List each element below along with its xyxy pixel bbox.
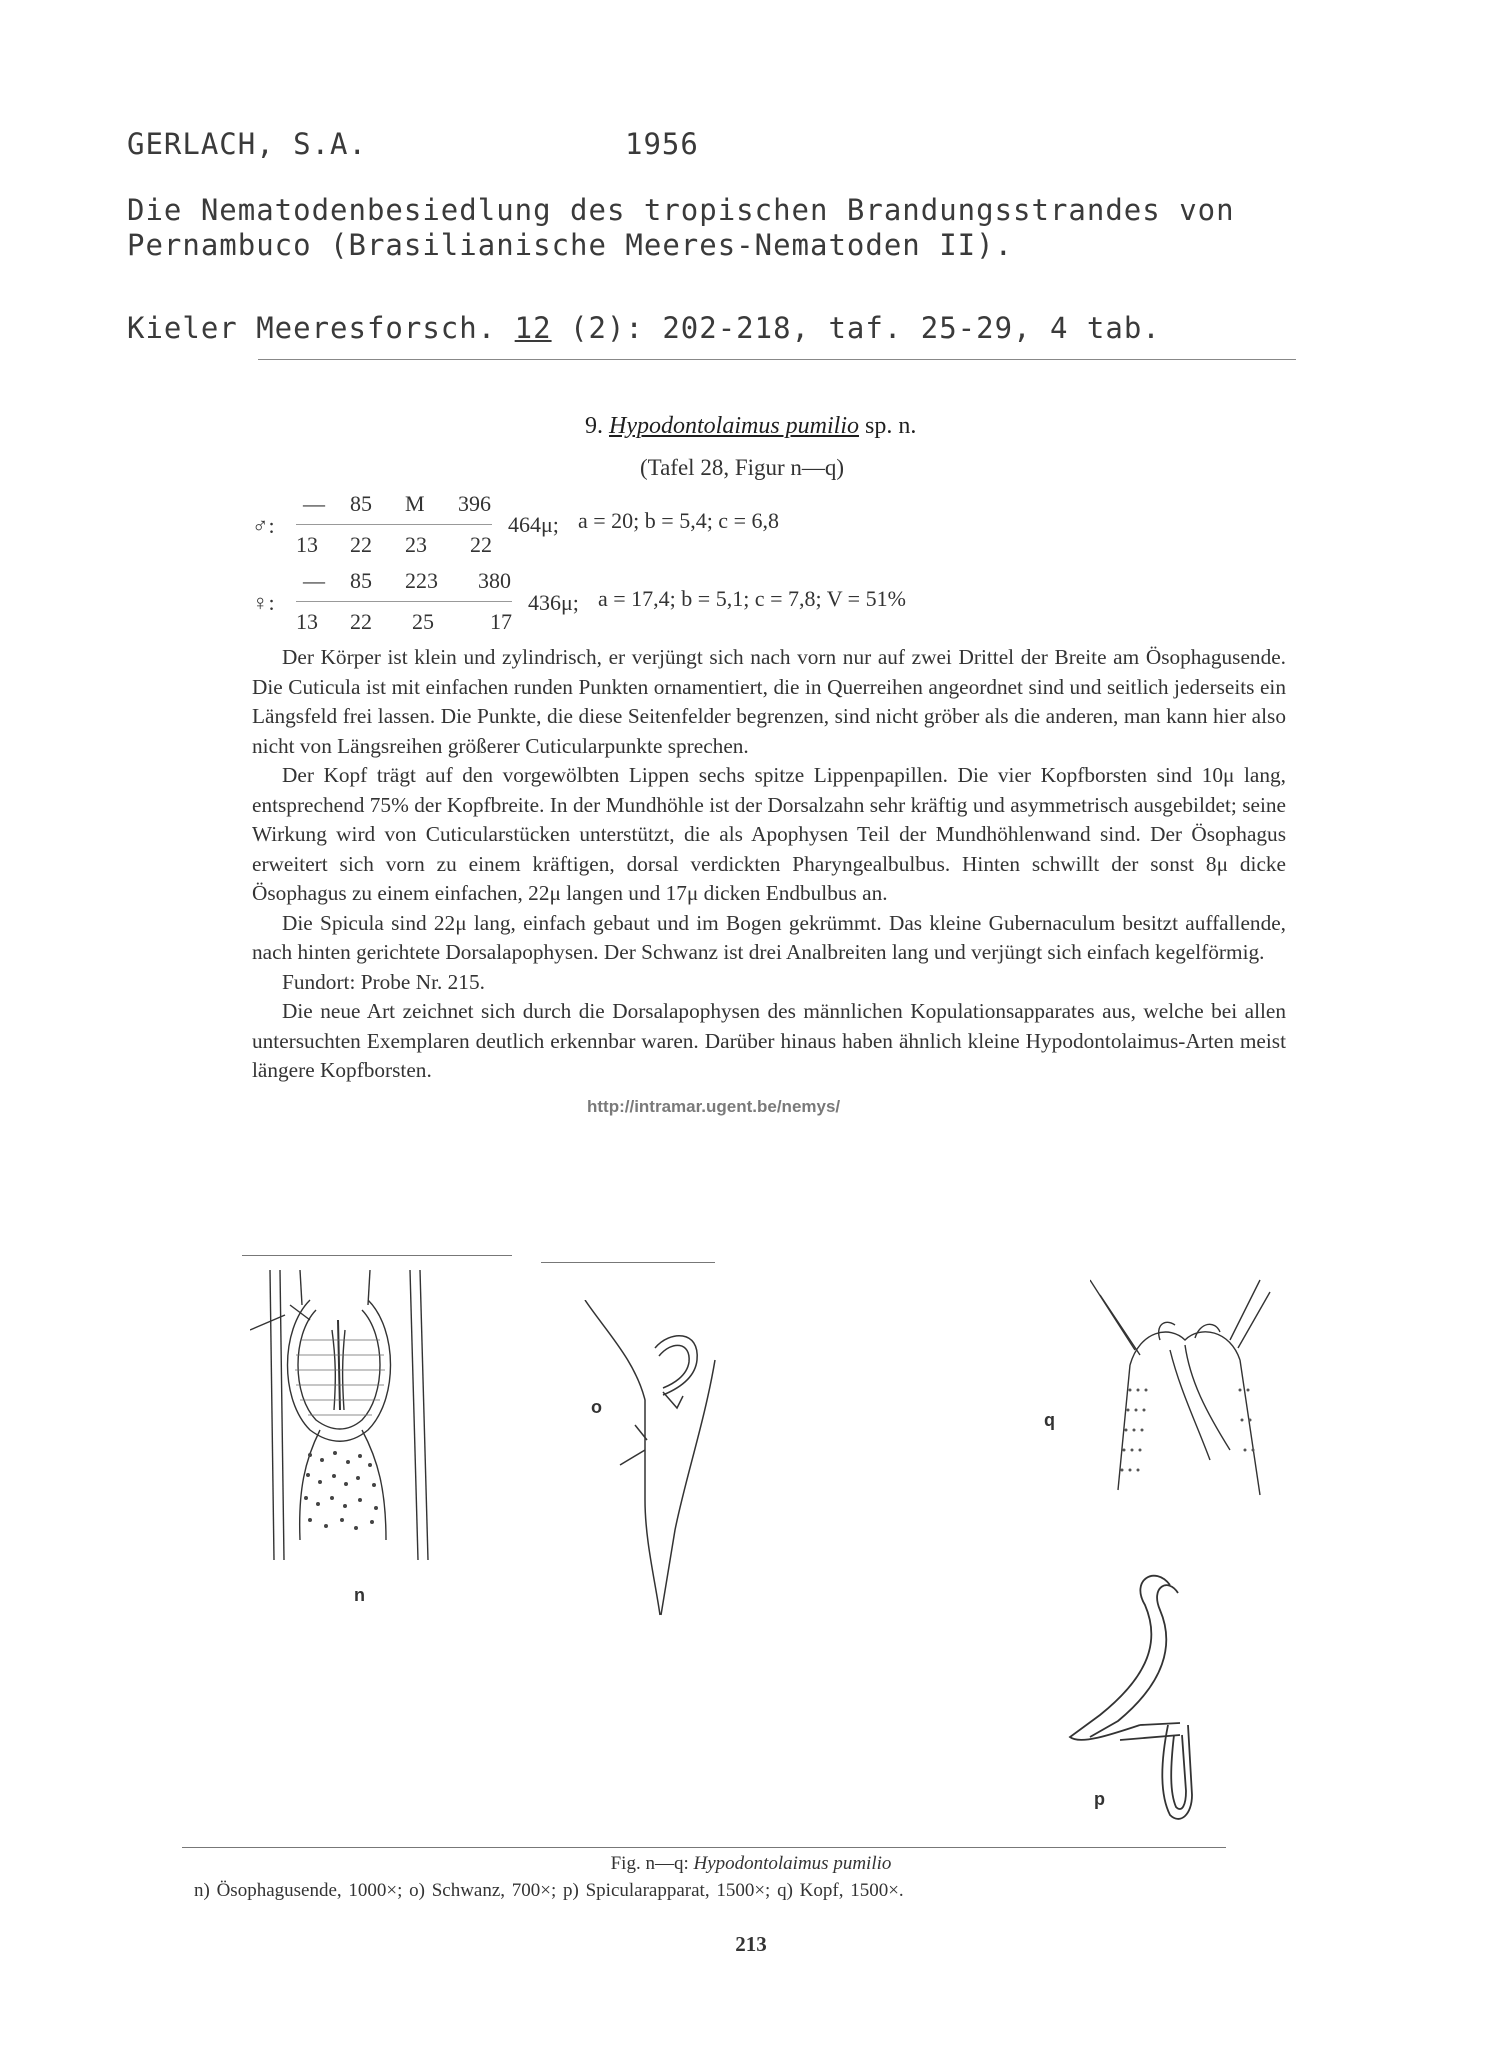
- watermark-url: http://intramar.ugent.be/nemys/: [587, 1097, 841, 1116]
- journal-suffix: (2): 202-218, taf. 25-29, 4 tab.: [551, 311, 1161, 345]
- figure-caption-legend: n) Ösophagusende, 1000×; o) Schwanz, 700×; p) Spicularapparat, 1500×; q) Kopf, 1500×.: [194, 1880, 904, 1901]
- male-total-length: 464μ;: [508, 512, 559, 537]
- paragraph: Der Kopf trägt auf den vorgewölbten Lippen sechs spitze Lippenpapillen. Die vier Kopfborsten sind 10μ lang, entsprechend 75% der Kopfbreite. In der Mundhöhle ist der Dorsalzahn sehr kräftig und asymmetrisch ausgebildet; seine Wirkung wird von Cuticularstücken unterstützt, die als Apophysen Teil der Mundhöhlenwand sind. Der Ösophagus erweitert sich vorn zu einem kräftigen, dorsal verdickten Pharyngealbulbus. Hinten schwillt der sonst 8μ dicke Ösophagus zu einem einfachen, 22μ langen und 17μ dicken Endbulbus an.: [252, 763, 1286, 905]
- formula-top-cell: 85: [350, 491, 372, 516]
- paragraph: Die neue Art zeichnet sich durch die Dorsalapophysen des männlichen Kopulationsapparates aus, welche bei allen untersuchten Exemplaren deutlich erkennbar waren. Darüber hinaus haben ähnlich kleine Hypodontolaimus-Arten meist längere Kopfborsten.: [252, 999, 1286, 1082]
- figure-n-oesophagus-drawing: [250, 1270, 450, 1570]
- caption-prefix: Fig. n—q:: [610, 1853, 694, 1874]
- formula-top-cell: —: [303, 491, 325, 516]
- journal-prefix: Kieler Meeresforsch.: [127, 311, 515, 345]
- formula-top-cell: M: [405, 491, 425, 516]
- formula-bottom-cell: 23: [405, 532, 427, 557]
- formula-top-cell: 380: [478, 568, 511, 593]
- female-indices: a = 17,4; b = 5,1; c = 7,8; V = 51%: [598, 586, 906, 611]
- species-name: Hypodontolaimus pumilio: [609, 413, 859, 439]
- formula-top-cell: —: [303, 568, 325, 593]
- caption-rule: [182, 1847, 1226, 1848]
- figure-p-spicule-drawing: [1060, 1565, 1260, 1825]
- male-sex-symbol: ♂:: [252, 513, 275, 538]
- figure-q-head-drawing: [1090, 1270, 1280, 1500]
- formula-top-cell: 223: [405, 568, 438, 593]
- journal-citation: [127, 311, 1161, 345]
- formula-bottom-cell: 13: [296, 609, 318, 634]
- paragraph: Der Körper ist klein und zylindrisch, er verjüngt sich nach vorn nur auf zwei Drittel der Breite am Ösophagusende. Die Cuticula ist mit einfachen runden Punkten ornamentiert, die in Querreihen angeordnet sind und seitlich jederseits ein Längsfeld frei lassen. Die Punkte, die diese Seitenfelder begrenzen, sind nicht gröber als die anderen, man kann hier also nicht von Längsreihen größerer Cuticularpunkte sprechen.: [252, 645, 1286, 758]
- journal-volume: 12: [514, 311, 552, 345]
- formula-bottom-cell: 25: [412, 609, 434, 634]
- formula-top-cell: 85: [350, 568, 372, 593]
- figure-caption-title: [0, 1853, 1502, 1875]
- formula-bottom-cell: 22: [350, 609, 372, 634]
- female-sex-symbol: ♀:: [252, 590, 275, 615]
- figure-rule-left: [242, 1255, 512, 1256]
- header-divider: [258, 359, 1296, 360]
- year: 1956: [625, 127, 699, 161]
- female-total-length: 436μ;: [528, 590, 579, 615]
- formula-bottom-cell: 17: [490, 609, 512, 634]
- male-formula-bar: [296, 524, 492, 525]
- formula-top-cell: 396: [458, 491, 491, 516]
- formula-bottom-cell: 22: [350, 532, 372, 557]
- figure-label-o: o: [591, 1397, 602, 1417]
- description-text: [252, 643, 1286, 1086]
- author: GERLACH, S.A.: [127, 127, 367, 161]
- figure-label-n: n: [354, 1585, 365, 1605]
- female-formula-bar: [296, 601, 512, 602]
- species-heading: [585, 413, 916, 440]
- figure-rule-middle: [541, 1262, 715, 1263]
- species-number: 9.: [585, 413, 603, 439]
- paragraph: Fundort: Probe Nr. 215.: [282, 969, 485, 994]
- figure-o-tail-drawing: [575, 1300, 745, 1620]
- formula-bottom-cell: 22: [470, 532, 492, 557]
- page-number: 213: [735, 1932, 767, 1956]
- reference-title-line-1: Die Nematodenbesiedlung des tropischen Brandungsstrandes von: [127, 193, 1235, 227]
- reference-title-line-2: Pernambuco (Brasilianische Meeres-Nematoden II).: [127, 228, 1014, 262]
- figure-label-q: q: [1044, 1410, 1055, 1430]
- plate-reference: (Tafel 28, Figur n—q): [640, 455, 845, 480]
- caption-species: Hypodontolaimus pumilio: [693, 1853, 892, 1874]
- formula-bottom-cell: 13: [296, 532, 318, 557]
- species-suffix: sp. n.: [865, 413, 917, 439]
- male-indices: a = 20; b = 5,4; c = 6,8: [578, 508, 779, 533]
- figure-label-p: p: [1094, 1789, 1105, 1809]
- paragraph: Die Spicula sind 22μ lang, einfach gebaut und im Bogen gekrümmt. Das kleine Gubernaculum besitzt auffallende, nach hinten gerichtete Dorsalapophysen. Der Schwanz ist drei Analbreiten lang und verjüngt sich einfach kegelförmig.: [252, 910, 1286, 964]
